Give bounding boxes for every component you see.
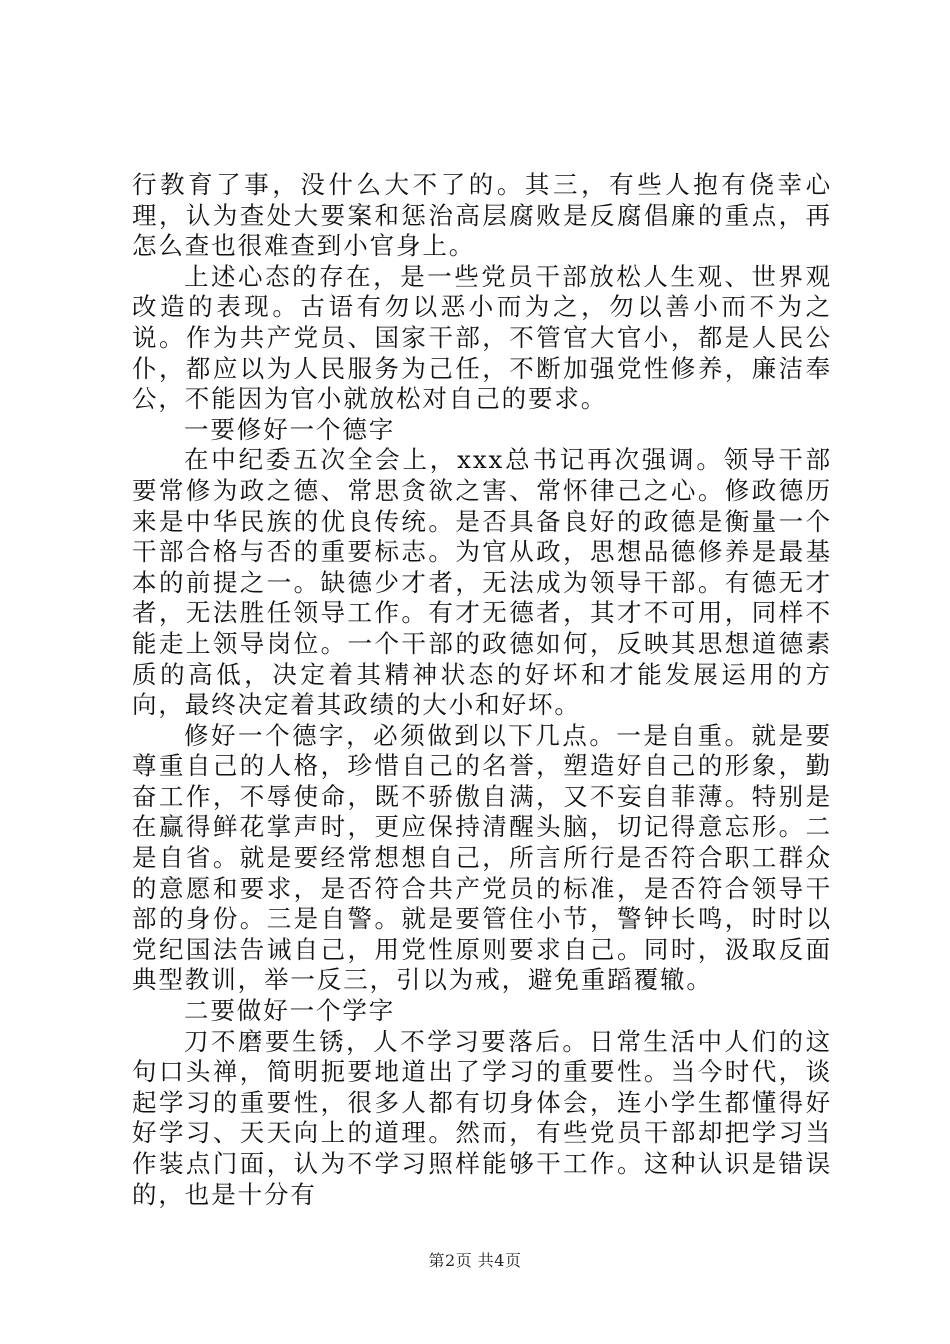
page-number-footer: 第2页 共4页 (428, 1251, 522, 1270)
paragraph: 刀不磨要生锈，人不学习要落后。日常生活中人们的这句口头禅，简明扼要地道出了学习的重要性。当今时代，谈起学习的重要性，很多人都有切身体会，连小学生都懂得好好学习、天天向上的道理。然而，有些党员干部却把学习当作装点门面，认为不学习照样能够干工作。这种认识是错误的，也是十分有 (132, 1026, 832, 1209)
document-body (132, 170, 832, 1210)
paragraph-continuation: 行教育了事，没什么大不了的。其三，有些人抱有侥幸心理，认为查处大要案和惩治高层腐败是反腐倡廉的重点，再怎么查也很难查到小官身上。 (132, 170, 832, 261)
paragraph: 修好一个德字，必须做到以下几点。一是自重。就是要尊重自己的人格，珍惜自己的名誉，塑造好自己的形象，勤奋工作，不辱使命，既不骄傲自满，又不妄自菲薄。特别是在赢得鲜花掌声时，更应保持清醒头脑，切记得意忘形。二是自省。就是要经常想想自己，所言所行是否符合职工群众的意愿和要求，是否符合共产党员的标准，是否符合领导干部的身份。三是自警。就是要管住小节，警钟长鸣，时时以党纪国法告诫自己，用党性原则要求自己。同时，汲取反面典型教训，举一反三，引以为戒，避免重蹈覆辙。 (132, 720, 832, 995)
section-heading-xue: 二要做好一个学字 (184, 996, 396, 1026)
paragraph: 上述心态的存在，是一些党员干部放松人生观、世界观改造的表现。古语有勿以恶小而为之，勿以善小而不为之说。作为共产党员、国家干部，不管官大官小，都是人民公仆，都应以为人民服务为己任，不断加强党性修养，廉洁奉公，不能因为官小就放松对自己的要求。 (132, 261, 832, 414)
section-heading-de: 一要修好一个德字 (184, 414, 396, 444)
paragraph: 在中纪委五次全会上，xxx总书记再次强调。领导干部要常修为政之德、常思贪欲之害、常怀律己之心。修政德历来是中华民族的优良传统。是否具备良好的政德是衡量一个干部合格与否的重要标志。为官从政，思想品德修养是最基本的前提之一。缺德少才者，无法成为领导干部。有德无才者，无法胜任领导工作。有才无德者，其才不可用，同样不能走上领导岗位。一个干部的政德如何，反映其思想道德素质的高低，决定着其精神状态的好坏和才能发展运用的方向，最终决定着其政绩的大小和好坏。 (132, 445, 832, 720)
